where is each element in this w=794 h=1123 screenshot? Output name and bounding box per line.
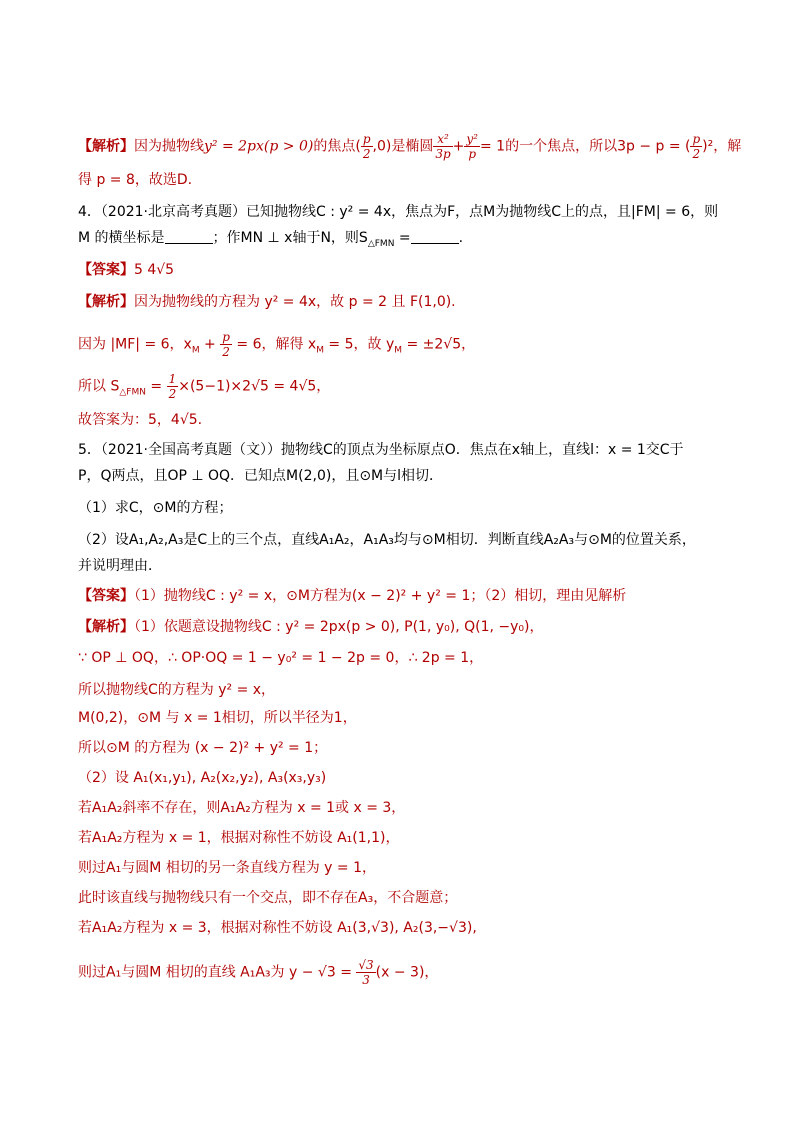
q4-stem-line-2: M 的横坐标是 ；作MN ⊥ x轴于N，则$S_{\triangle FMN}$ = . <box>78 230 464 249</box>
answer-label: 【答案】 <box>78 262 134 278</box>
q3-analysis-line-1: 【解析】因为抛物线y² = 2px(p > 0)的焦点( $\frac{p}{2}$ ,0)是椭圆 $\frac{\text{x²}}{3p}$ + $\frac{\text{y²}}{p}$ = 1的一个焦点，所以3p − p = ( $\frac{p}{2}$ )²，解 <box>78 132 742 161</box>
q5-analysis-line-7: 若A₁A₂斜率不存在，则A₁A₂方程为 x = 1或 x = 3， <box>78 800 406 816</box>
q5-analysis-line-5: 所以⊙M 的方程为 (x − 2)² + y² = 1； <box>78 740 328 756</box>
q5-analysis-line-4: M(0,2)，⊙M 与 x = 1相切，所以半径为1， <box>78 710 357 726</box>
fraction: $\frac{p}{2}$ <box>222 330 230 359</box>
q5-stem-line-3: （1）求C，⊙M的方程； <box>78 500 233 516</box>
fraction: $\frac{p}{2}$ <box>362 132 371 161</box>
answer-blank <box>411 229 459 244</box>
analysis-label: 【解析】 <box>78 619 134 635</box>
fraction: $\frac{1}{2}$ <box>168 372 177 401</box>
answer-blank <box>165 229 213 244</box>
analysis-label: 【解析】 <box>78 138 134 155</box>
q3-analysis-line-2: 得 p = 8，故选D. <box>78 172 193 188</box>
q5-analysis-line-2: ∵ OP ⊥ OQ，∴ OP·OQ = 1 − y₀² = 1 − 2p = 0，∴ 2p = 1， <box>78 650 484 666</box>
q5-analysis-line-8: 若A₁A₂方程为 x = 1，根据对称性不妨设 A₁(1,1)， <box>78 830 400 846</box>
q4-answer: 【答案】5 4√5 <box>78 262 175 278</box>
q5-analysis-line-9: 则过A₁与圆M 相切的另一条直线方程为 y = 1， <box>78 860 376 876</box>
q5-stem-line-1: 5．（2021·全国高考真题（文））抛物线C的顶点为坐标原点O．焦点在x轴上，直线l：x = 1交C于 <box>78 442 684 458</box>
q5-analysis-line-12: 则过A₁与圆M 相切的直线 A₁A₃为 y − √3 = $\frac{√3}{3}$ (x − 3)， <box>78 958 439 987</box>
fraction: $\frac{√3}{3}$ <box>358 958 374 987</box>
analysis-label: 【解析】 <box>78 294 134 310</box>
q5-answer: 【答案】（1）抛物线C : y² = x，⊙M方程为(x − 2)² + y² = 1；（2）相切，理由见解析 <box>78 588 627 604</box>
fraction: $\frac{\text{x²}}{3p}$ <box>435 132 451 161</box>
fraction: $\frac{p}{2}$ <box>692 132 701 161</box>
q4-analysis-line-4: 故答案为：5，4√5. <box>78 412 203 428</box>
q5-stem-line-2: P，Q两点，且OP ⊥ OQ．已知点M(2,0)，且⊙M与l相切． <box>78 468 444 484</box>
q4-analysis-line-2: 因为 |MF| = 6，$x_M$ + $\frac{p}{2}$ = 6，解得 $x_M = 5$，故 $y_M = \pm 2√5$， <box>78 330 476 359</box>
q5-analysis-line-3: 所以抛物线C的方程为 y² = x， <box>78 682 276 698</box>
q5-analysis-line-10: 此时该直线与抛物线只有一个交点，即不存在A₃，不合题意； <box>78 890 458 906</box>
q5-stem-line-4: （2）设A₁,A₂,A₃是C上的三个点，直线A₁A₂，A₁A₃均与⊙M相切．判断直线A₂A₃与⊙M的位置关系， <box>78 532 696 548</box>
q4-analysis-line-1: 【解析】因为抛物线的方程为 y² = 4x，故 p = 2 且 F(1,0). <box>78 294 456 310</box>
answer-label: 【答案】 <box>78 588 134 604</box>
fraction: $\frac{\text{y²}}{p}$ <box>466 132 478 161</box>
q5-analysis-line-6: （2）设 A₁(x₁,y₁), A₂(x₂,y₂), A₃(x₃,y₃) <box>78 770 327 786</box>
q5-analysis-line-11: 若A₁A₂方程为 x = 3，根据对称性不妨设 A₁(3,√3), A₂(3,−√3), <box>78 920 477 936</box>
q4-analysis-line-3: 所以 $S_{\triangle FMN}$ = $\frac{1}{2}$ ×(5−1)×2√5 = 4√5， <box>78 372 331 401</box>
q5-stem-line-5: 并说明理由． <box>78 558 162 574</box>
q4-stem-line-1: 4．（2021·北京高考真题）已知抛物线C : y² = 4x，焦点为F，点M为抛物线C上的点，且|FM| = 6，则 <box>78 204 719 220</box>
q5-analysis-line-1: 【解析】（1）依题意设抛物线C : y² = 2px(p > 0), P(1, y₀), Q(1, −y₀)， <box>78 619 544 635</box>
